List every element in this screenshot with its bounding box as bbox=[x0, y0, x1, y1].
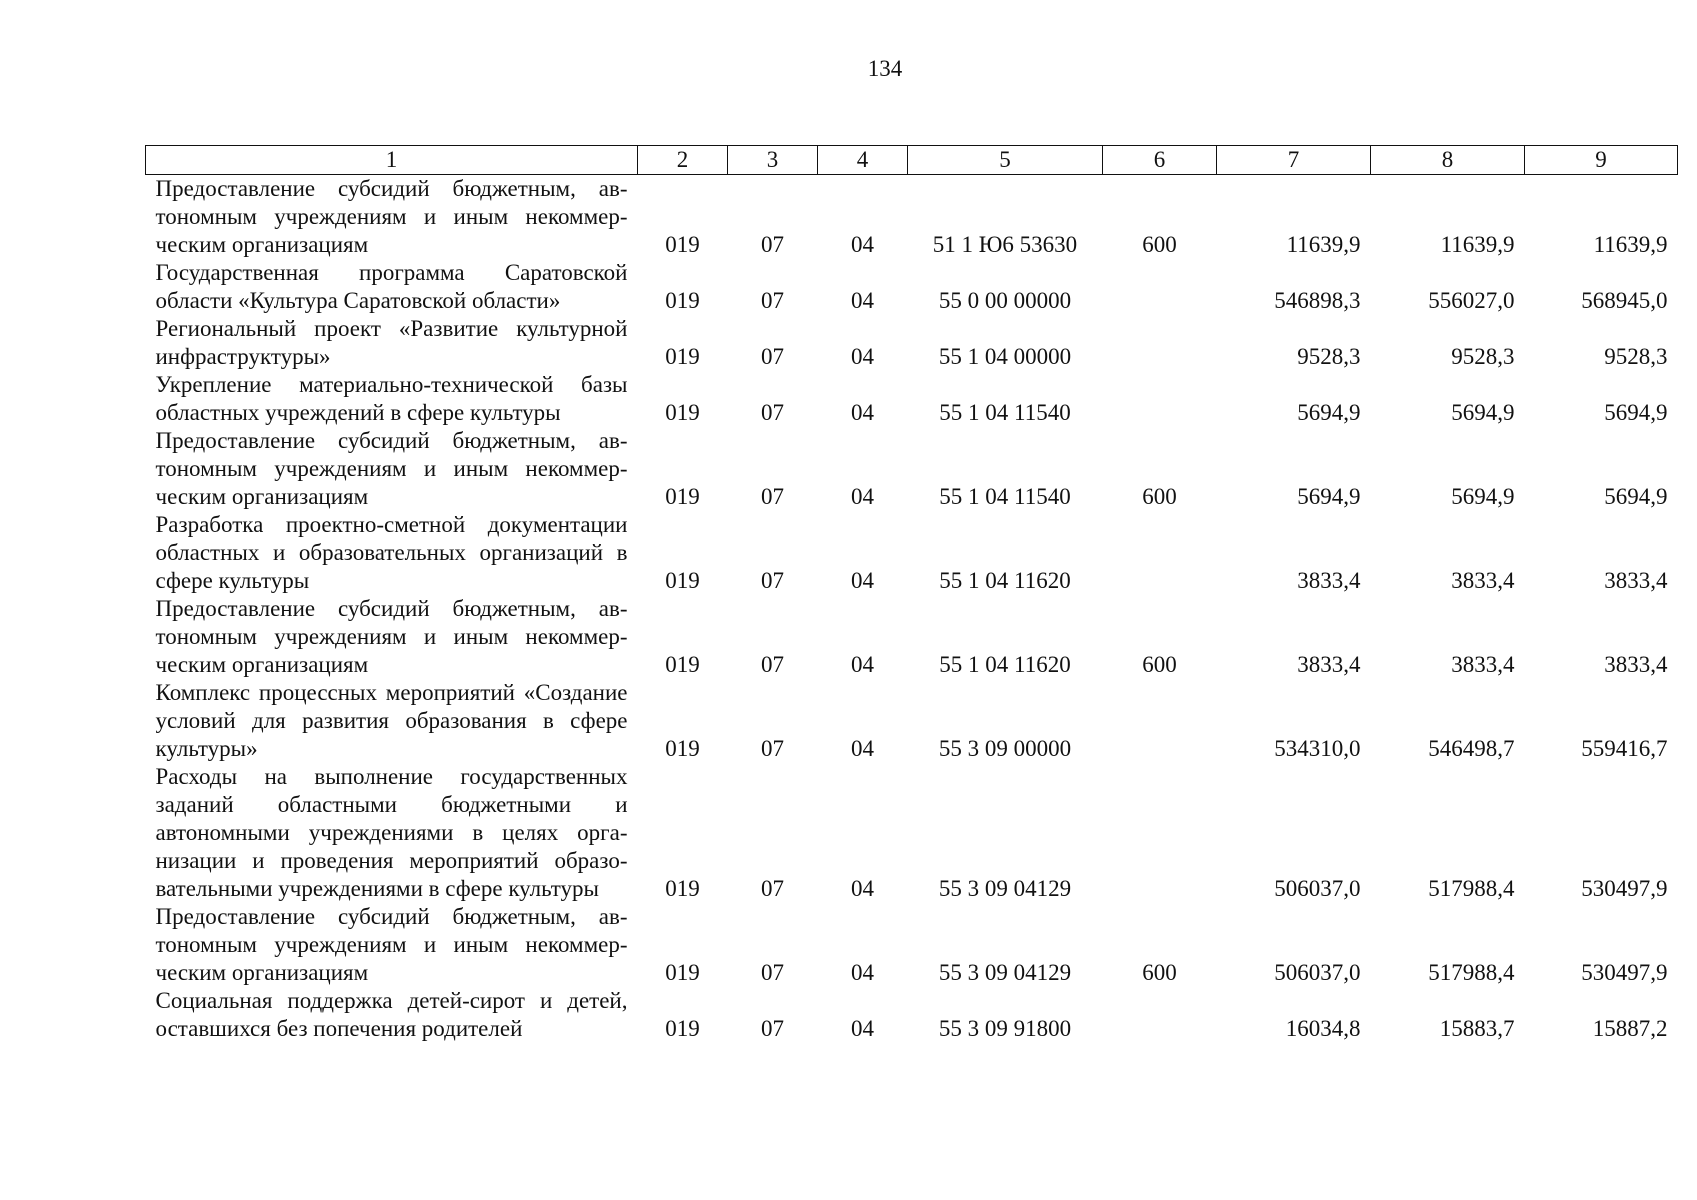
row-target-code: 55 0 00 00000 bbox=[938, 288, 1072, 313]
row-amount-1: 3833,4 bbox=[1297, 652, 1361, 677]
row-expense-type-code bbox=[1103, 259, 1217, 315]
row-name: Комплекс процессных мероприятий «Создание условий для развития образования в сфере культуры» bbox=[155, 680, 628, 761]
row-section-code: 07 bbox=[761, 652, 784, 677]
row-amount-2: 9528,3 bbox=[1451, 344, 1515, 369]
column-header-6: 6 bbox=[1103, 146, 1217, 175]
column-header-1: 1 bbox=[146, 146, 638, 175]
row-grbs-code: 019 bbox=[665, 960, 700, 985]
column-header-8: 8 bbox=[1371, 146, 1525, 175]
row-grbs-code: 019 bbox=[665, 344, 700, 369]
table-row bbox=[146, 315, 1678, 371]
row-expense-type-code: 600 bbox=[1142, 652, 1177, 677]
row-amount-1: 3833,4 bbox=[1297, 568, 1361, 593]
row-grbs-code: 019 bbox=[665, 1016, 700, 1041]
row-grbs-code: 019 bbox=[665, 400, 700, 425]
row-subsection-code: 04 bbox=[851, 568, 874, 593]
row-amount-3: 9528,3 bbox=[1604, 344, 1668, 369]
table-row bbox=[146, 511, 1678, 595]
row-name: Государственная программа Саратовской области «Культура Саратовской области» bbox=[155, 260, 628, 313]
row-expense-type-code bbox=[1103, 987, 1217, 1043]
row-grbs-code: 019 bbox=[665, 232, 700, 257]
row-section-code: 07 bbox=[761, 876, 784, 901]
row-grbs-code: 019 bbox=[665, 568, 700, 593]
row-name: Расходы на выполнение государственных заданий областными бюджетными и автономными учреждениями в целях организации и проведения мероприятий образовательными учреждениями в сфере культуры bbox=[155, 764, 628, 901]
row-amount-3: 15887,2 bbox=[1592, 1016, 1668, 1041]
row-amount-3: 3833,4 bbox=[1604, 652, 1668, 677]
row-name: Социальная поддержка детей-сирот и детей, оставшихся без попечения родителей bbox=[155, 988, 628, 1041]
row-section-code: 07 bbox=[761, 736, 784, 761]
row-subsection-code: 04 bbox=[851, 960, 874, 985]
row-section-code: 07 bbox=[761, 288, 784, 313]
row-expense-type-code bbox=[1103, 315, 1217, 371]
row-amount-1: 506037,0 bbox=[1274, 960, 1361, 985]
row-amount-2: 546498,7 bbox=[1428, 736, 1515, 761]
row-amount-2: 3833,4 bbox=[1451, 652, 1515, 677]
table-row bbox=[146, 763, 1678, 903]
row-section-code: 07 bbox=[761, 1016, 784, 1041]
row-subsection-code: 04 bbox=[851, 736, 874, 761]
row-amount-2: 3833,4 bbox=[1451, 568, 1515, 593]
column-header-4: 4 bbox=[818, 146, 908, 175]
table-row bbox=[146, 987, 1678, 1043]
table-row bbox=[146, 175, 1678, 260]
row-expense-type-code bbox=[1103, 511, 1217, 595]
row-grbs-code: 019 bbox=[665, 484, 700, 509]
row-grbs-code: 019 bbox=[665, 876, 700, 901]
row-amount-2: 517988,4 bbox=[1428, 876, 1515, 901]
header-row bbox=[146, 146, 1678, 175]
row-amount-3: 5694,9 bbox=[1604, 484, 1668, 509]
row-section-code: 07 bbox=[761, 232, 784, 257]
row-amount-2: 5694,9 bbox=[1451, 484, 1515, 509]
row-amount-1: 9528,3 bbox=[1297, 344, 1361, 369]
row-amount-1: 5694,9 bbox=[1297, 484, 1361, 509]
row-amount-1: 11639,9 bbox=[1286, 232, 1361, 257]
row-target-code: 55 1 04 00000 bbox=[938, 344, 1072, 369]
row-subsection-code: 04 bbox=[851, 484, 874, 509]
row-amount-2: 517988,4 bbox=[1428, 960, 1515, 985]
row-amount-2: 11639,9 bbox=[1440, 232, 1515, 257]
table-row bbox=[146, 595, 1678, 679]
row-subsection-code: 04 bbox=[851, 400, 874, 425]
row-target-code: 55 3 09 00000 bbox=[938, 736, 1072, 761]
table-body bbox=[146, 175, 1678, 1044]
row-amount-2: 5694,9 bbox=[1451, 400, 1515, 425]
row-expense-type-code: 600 bbox=[1142, 960, 1177, 985]
row-name: Предоставление субсидий бюджетным, автономным учреждениям и иным некоммерческим организациям bbox=[155, 428, 628, 509]
table-row bbox=[146, 903, 1678, 987]
row-amount-1: 534310,0 bbox=[1274, 736, 1361, 761]
row-section-code: 07 bbox=[761, 568, 784, 593]
column-header-9: 9 bbox=[1525, 146, 1678, 175]
row-name: Региональный проект «Развитие культурной инфраструктуры» bbox=[155, 316, 628, 369]
row-grbs-code: 019 bbox=[665, 736, 700, 761]
table-row bbox=[146, 259, 1678, 315]
row-section-code: 07 bbox=[761, 484, 784, 509]
row-name: Разработка проектно-сметной документации областных и образовательных организаций в сфере культуры bbox=[155, 512, 628, 593]
table-row bbox=[146, 679, 1678, 763]
row-amount-3: 3833,4 bbox=[1604, 568, 1668, 593]
row-subsection-code: 04 bbox=[851, 652, 874, 677]
budget-table bbox=[145, 145, 1678, 1043]
row-grbs-code: 019 bbox=[665, 652, 700, 677]
row-target-code: 55 1 04 11620 bbox=[939, 568, 1071, 593]
row-amount-3: 530497,9 bbox=[1581, 960, 1668, 985]
row-target-code: 55 3 09 04129 bbox=[938, 960, 1072, 985]
row-target-code: 55 1 04 11620 bbox=[939, 652, 1071, 677]
row-subsection-code: 04 bbox=[851, 232, 874, 257]
row-name: Укрепление материально-технической базы областных учреждений в сфере культуры bbox=[155, 372, 628, 425]
row-expense-type-code bbox=[1103, 679, 1217, 763]
row-subsection-code: 04 bbox=[851, 1016, 874, 1041]
row-target-code: 55 1 04 11540 bbox=[939, 484, 1071, 509]
row-amount-2: 556027,0 bbox=[1428, 288, 1515, 313]
row-subsection-code: 04 bbox=[851, 876, 874, 901]
row-expense-type-code: 600 bbox=[1142, 484, 1177, 509]
row-target-code: 55 3 09 04129 bbox=[938, 876, 1072, 901]
row-name: Предоставление субсидий бюджетным, автономным учреждениям и иным некоммерческим организациям bbox=[155, 596, 628, 677]
row-amount-3: 11639,9 bbox=[1593, 232, 1668, 257]
row-amount-3: 5694,9 bbox=[1604, 400, 1668, 425]
row-amount-1: 506037,0 bbox=[1274, 876, 1361, 901]
column-header-7: 7 bbox=[1217, 146, 1371, 175]
row-amount-3: 559416,7 bbox=[1581, 736, 1668, 761]
column-header-5: 5 bbox=[908, 146, 1103, 175]
row-subsection-code: 04 bbox=[851, 344, 874, 369]
row-expense-type-code bbox=[1103, 763, 1217, 903]
row-grbs-code: 019 bbox=[665, 288, 700, 313]
row-amount-1: 5694,9 bbox=[1297, 400, 1361, 425]
page-number: 134 bbox=[867, 56, 903, 81]
row-name: Предоставление субсидий бюджетным, автономным учреждениям и иным некоммерческим организациям bbox=[155, 904, 628, 985]
row-amount-1: 546898,3 bbox=[1274, 288, 1361, 313]
table-row bbox=[146, 427, 1678, 511]
row-name: Предоставление субсидий бюджетным, автономным учреждениям и иным некоммерческим организациям bbox=[155, 176, 628, 257]
column-header-3: 3 bbox=[728, 146, 818, 175]
table-row bbox=[146, 371, 1678, 427]
row-subsection-code: 04 bbox=[851, 288, 874, 313]
row-target-code: 51 1 Ю6 53630 bbox=[932, 232, 1078, 257]
row-section-code: 07 bbox=[761, 960, 784, 985]
row-target-code: 55 3 09 91800 bbox=[938, 1016, 1072, 1041]
row-section-code: 07 bbox=[761, 400, 784, 425]
row-expense-type-code bbox=[1103, 371, 1217, 427]
table-header bbox=[146, 146, 1678, 175]
row-section-code: 07 bbox=[761, 344, 784, 369]
column-header-2: 2 bbox=[638, 146, 728, 175]
row-target-code: 55 1 04 11540 bbox=[939, 400, 1071, 425]
row-amount-2: 15883,7 bbox=[1439, 1016, 1515, 1041]
row-amount-1: 16034,8 bbox=[1285, 1016, 1361, 1041]
row-amount-3: 530497,9 bbox=[1581, 876, 1668, 901]
row-expense-type-code: 600 bbox=[1142, 232, 1177, 257]
row-amount-3: 568945,0 bbox=[1581, 288, 1668, 313]
